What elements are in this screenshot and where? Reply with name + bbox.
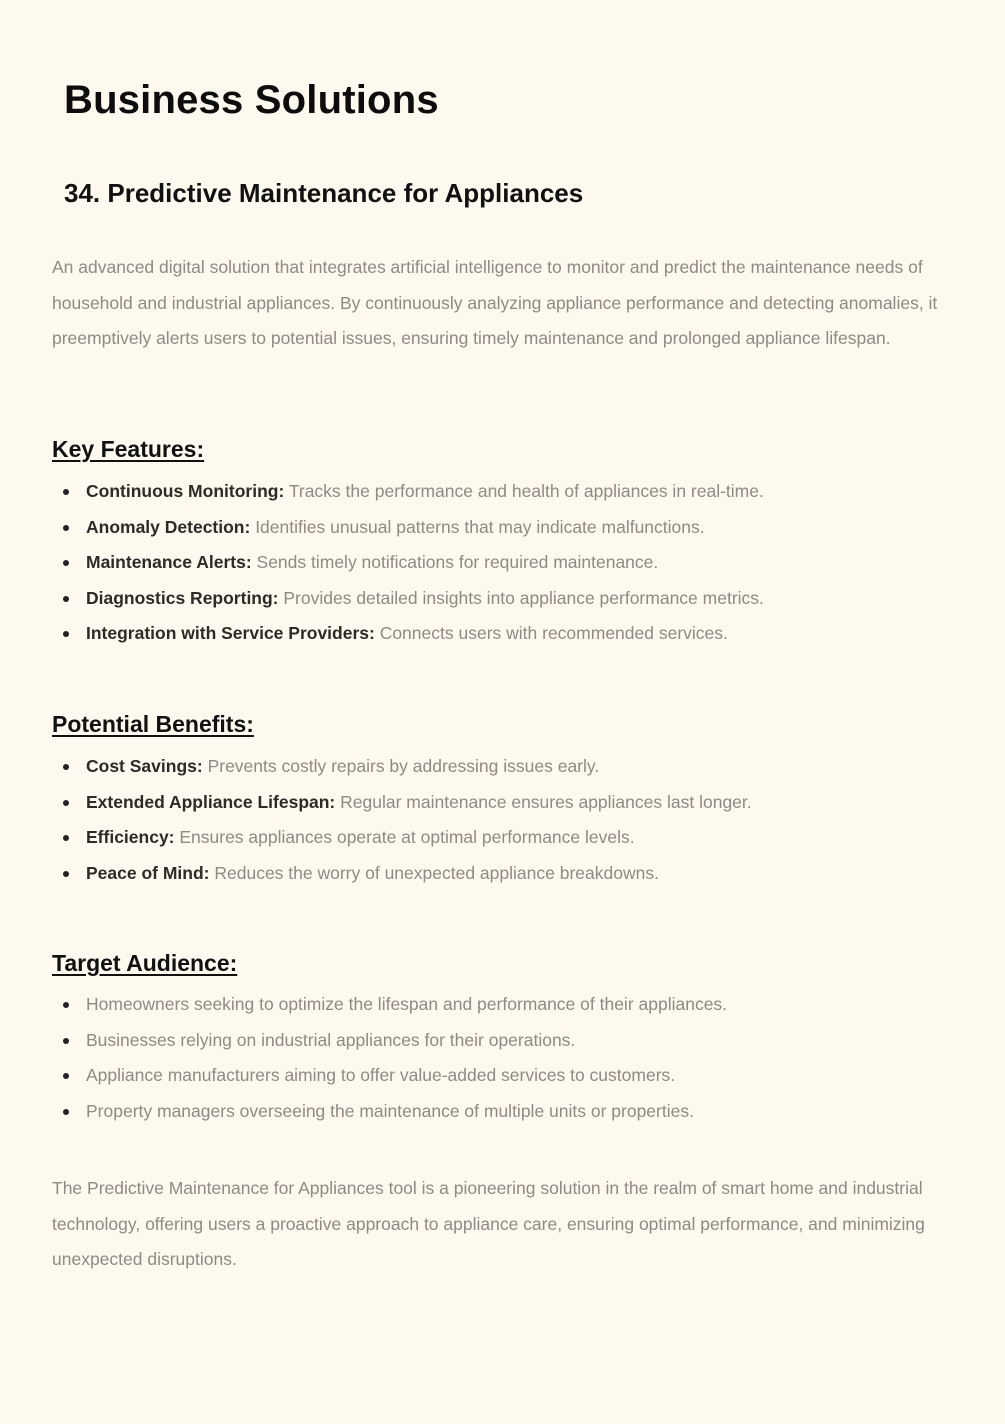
intro-paragraph: An advanced digital solution that integrates artificial intelligence to monitor and predict the maintenance needs of household and industrial appliances. By continuously analyzing appliance performance and detecting anomalies, it preemptively alerts users to potential issues, ensuring timely maintenance and prolonged appliance lifespan. <box>52 257 938 348</box>
key-features-list <box>52 474 957 652</box>
feature-text: Connects users with recommended services. <box>374 623 728 643</box>
closing-paragraph: The Predictive Maintenance for Appliances tool is a pioneering solution in the realm of smart home and industrial technology, offering users a proactive approach to appliance care, ensuring optimal performance, and minimizing unexpected disruptions. <box>52 1178 925 1269</box>
bullet-icon <box>63 871 69 877</box>
bullet-icon <box>63 596 69 602</box>
bullet-icon <box>63 1038 69 1044</box>
benefit-text: Ensures appliances operate at optimal performance levels. <box>174 827 635 847</box>
benefit-term: Efficiency: <box>86 827 175 847</box>
feature-text: Provides detailed insights into appliance performance metrics. <box>278 587 764 608</box>
bullet-icon <box>63 1109 69 1115</box>
bullet-icon <box>63 489 69 495</box>
list-item <box>52 616 957 652</box>
list-item <box>52 545 957 581</box>
feature-term: Diagnostics Reporting: <box>86 587 279 608</box>
benefit-term: Cost Savings: <box>86 756 203 776</box>
bullet-icon <box>63 1002 69 1008</box>
bullet-icon <box>63 835 69 841</box>
benefit-text: Reduces the worry of unexpected appliance breakdowns. <box>209 862 659 883</box>
list-item <box>52 856 957 892</box>
bullet-icon <box>63 800 69 806</box>
feature-term: Maintenance Alerts: <box>86 552 252 572</box>
list-item <box>52 1023 957 1059</box>
audience-text: Property managers overseeing the maintenance of multiple units or properties. <box>86 1100 694 1121</box>
benefit-term: Peace of Mind: <box>86 862 210 883</box>
potential-benefits-heading: Potential Benefits: <box>52 711 254 737</box>
list-item <box>52 820 957 856</box>
target-audience-list <box>52 987 957 1129</box>
page-title: Business Solutions <box>64 78 439 122</box>
potential-benefits-list <box>52 749 957 891</box>
list-item <box>52 474 957 510</box>
feature-term: Anomaly Detection: <box>86 516 251 537</box>
section-title: 34. Predictive Maintenance for Appliances <box>64 178 584 208</box>
key-features-heading: Key Features: <box>52 436 205 462</box>
list-item <box>52 749 957 785</box>
list-item <box>52 1094 957 1130</box>
audience-text: Homeowners seeking to optimize the lifespan and performance of their appliances. <box>86 994 728 1014</box>
bullet-icon <box>63 631 69 637</box>
bullet-icon <box>63 764 69 770</box>
bullet-icon <box>63 1073 69 1079</box>
benefit-text: Prevents costly repairs by addressing issues early. <box>202 756 600 776</box>
feature-text: Tracks the performance and health of appliances in real-time. <box>284 481 764 501</box>
feature-term: Continuous Monitoring: <box>86 481 285 501</box>
list-item <box>52 581 957 617</box>
bullet-icon <box>63 525 69 531</box>
benefit-term: Extended Appliance Lifespan: <box>86 791 336 812</box>
feature-term: Integration with Service Providers: <box>86 623 375 643</box>
feature-text: Identifies unusual patterns that may indicate malfunctions. <box>250 516 705 537</box>
list-item <box>52 785 957 821</box>
bullet-icon <box>63 560 69 566</box>
audience-text: Businesses relying on industrial appliances for their operations. <box>86 1029 576 1050</box>
audience-text: Appliance manufacturers aiming to offer value-added services to customers. <box>86 1065 676 1085</box>
list-item <box>52 510 957 546</box>
feature-text: Sends timely notifications for required maintenance. <box>251 552 659 572</box>
list-item <box>52 1058 957 1094</box>
target-audience-heading: Target Audience: <box>52 950 238 976</box>
list-item <box>52 987 957 1023</box>
benefit-text: Regular maintenance ensures appliances last longer. <box>335 791 752 812</box>
